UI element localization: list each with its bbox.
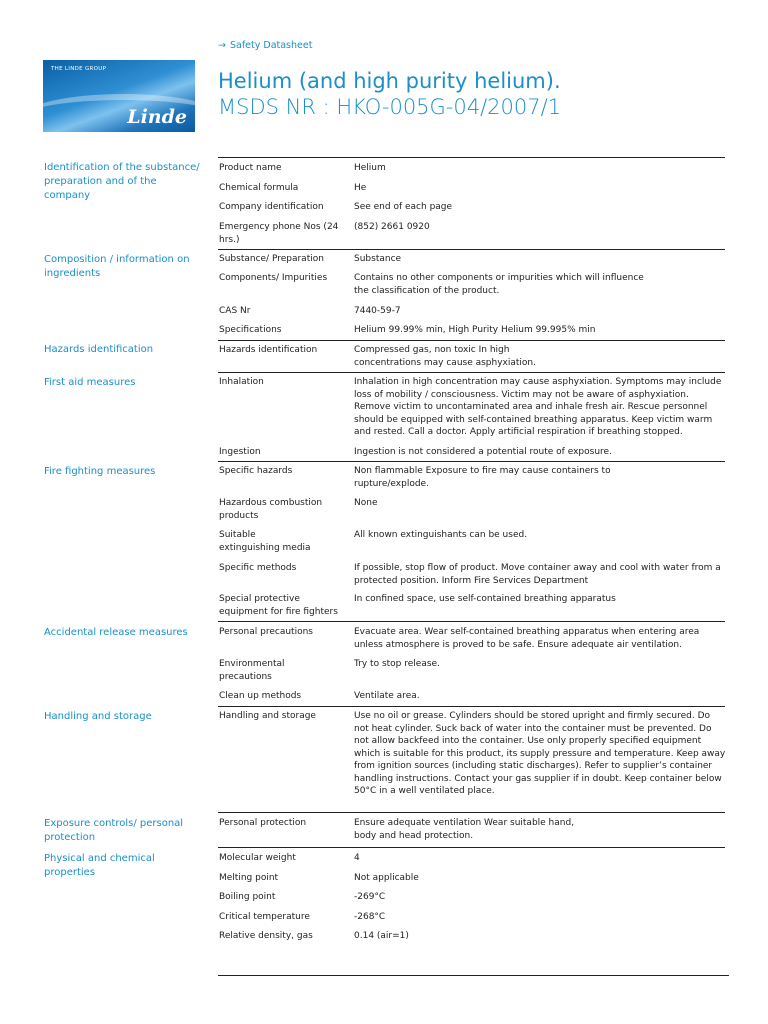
logo-group-text: THE LINDE GROUP: [51, 66, 107, 72]
section-divider: [218, 847, 725, 848]
section-divider: [218, 157, 725, 158]
linde-logo: [43, 60, 195, 132]
section-label-identification: Identification of the substance/ preparation and of the company: [44, 162, 200, 201]
section-label-fire-fighting: Fire fighting measures: [44, 466, 156, 477]
section-label-first-aid: First aid measures: [44, 377, 136, 388]
section-divider: [218, 340, 725, 341]
section-label-accidental-release: Accidental release measures: [44, 627, 188, 638]
title-product: Helium (and high purity helium).: [218, 69, 561, 93]
doc-type-link[interactable]: → Safety Datasheet: [218, 40, 313, 51]
section-label-exposure-controls: Exposure controls/ personal protection: [44, 818, 184, 843]
section-divider: [218, 812, 725, 813]
section-label-physical-chemical: Physical and chemical properties: [44, 853, 155, 878]
arrow-right-icon: →: [218, 40, 226, 51]
page-bottom-divider: [218, 975, 729, 976]
section-label-hazards: Hazards identification: [44, 344, 154, 355]
section-label-composition: Composition / information on ingredients: [44, 254, 190, 279]
section-label-handling-storage: Handling and storage: [44, 711, 152, 722]
section-divider: [218, 461, 725, 462]
title-msds-number: MSDS NR : HKO-005G-04/2007/1: [218, 95, 562, 119]
section-divider: [218, 249, 725, 250]
logo-brand: Linde: [127, 106, 187, 128]
section-divider: [218, 621, 725, 622]
page-title: [218, 68, 561, 120]
section-divider: [218, 372, 725, 373]
section-divider: [218, 706, 725, 707]
